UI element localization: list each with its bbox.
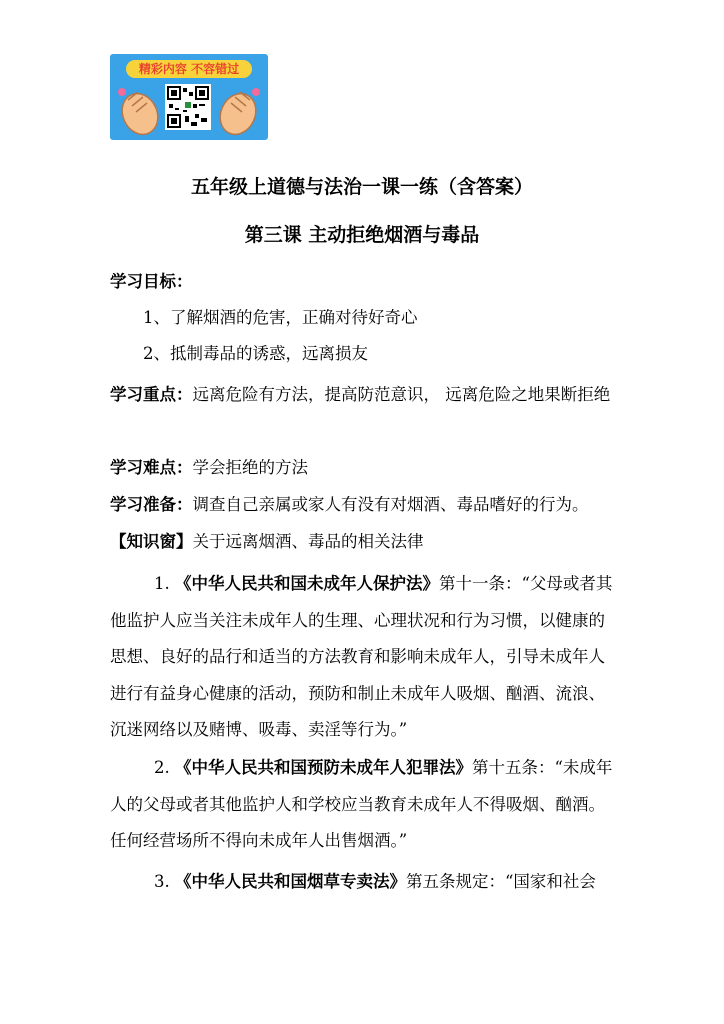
banner-tag: 精彩内容 不容错过 [126,60,252,78]
law-text: 第十五条：“未成年人的父母或者其他监护人和学校应当教育未成年人不得吸烟、酗酒。任何经营场所不得向未成年人出售烟酒。” [110,758,613,850]
law-paragraph [110,864,615,901]
difficulty-paragraph [110,450,615,487]
difficulty-text: 学会拒绝的方法 [192,458,308,477]
law-number: 2. [154,758,170,777]
promo-banner[interactable] [110,54,268,140]
objectives-heading [110,264,615,301]
difficulty-label: 学习难点： [110,458,193,477]
law-paragraph [110,566,615,749]
law-name: 《中华人民共和国烟草专卖法》 [175,872,406,891]
law-number: 3. [154,872,170,891]
preparation-label: 学习准备： [110,495,193,514]
knowledge-window-label: 【知识窗】 [110,532,193,551]
clapping-hands-icon [112,80,170,138]
law-text: 第十一条：“父母或者其他监护人应当关注未成年人的生理、心理状况和行为习惯，以健康的思想、良好的品行和适当的方法教育和影响未成年人，引导未成年人进行有益身心健康的活动，预防和制止未成年人吸烟、酗酒、流浪、沉迷网络以及赌博、吸毒、卖淫等行为。” [110,574,613,739]
key-points-paragraph [110,377,615,414]
lesson-title: 第三课 主动拒绝烟酒与毒品 [244,224,480,246]
key-points-text: 远离危险有方法，提高防范意识， 远离危险之地果断拒绝 [192,385,611,404]
preparation-paragraph [110,487,615,524]
page-title: 五年级上道德与法治一课一练（含答案） [190,176,533,198]
law-paragraph [110,750,615,860]
law-name: 《中华人民共和国未成年人保护法》 [175,574,439,593]
law-text: 第五条规定：“国家和社会 [406,872,596,891]
objectives-label: 学习目标： [110,272,193,291]
law-name: 《中华人民共和国预防未成年人犯罪法》 [175,758,472,777]
key-points-label: 学习重点： [110,385,193,404]
clapping-hands-icon [208,80,266,138]
law-number: 1. [154,574,170,593]
objective-item: 1、了解烟酒的危害，正确对待好奇心 [143,308,418,327]
knowledge-window-text: 关于远离烟酒、毒品的相关法律 [192,532,424,551]
qr-code[interactable] [165,84,211,130]
preparation-text: 调查自己亲属或家人有没有对烟酒、毒品嗜好的行为。 [192,495,589,514]
knowledge-window-paragraph [110,524,615,561]
objective-item: 2、抵制毒品的诱惑，远离损友 [143,344,368,363]
